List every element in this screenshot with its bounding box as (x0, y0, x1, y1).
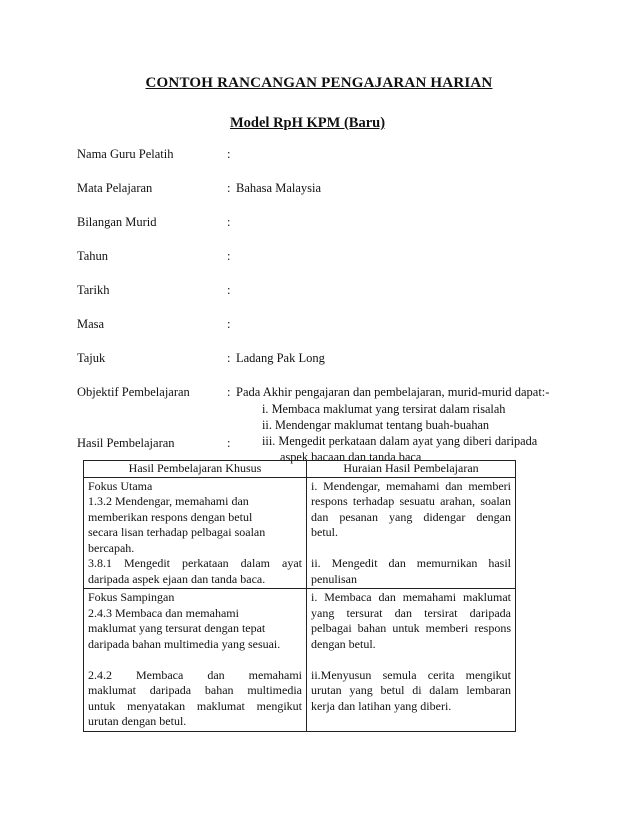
cell-line: Fokus Sampingan (88, 590, 175, 604)
cell-line: pelbagai bahan untuk memberi respons (311, 621, 511, 635)
field-value: Ladang Pak Long (236, 351, 325, 365)
cell-gap (311, 541, 511, 557)
column-header: Hasil Pembelajaran Khusus (84, 461, 307, 478)
table-row (84, 589, 516, 732)
field-colon: : (227, 249, 231, 263)
cell-gap (311, 652, 511, 668)
page-title: CONTOH RANCANGAN PENGAJARAN HARIAN (145, 75, 493, 91)
field-colon: : (227, 215, 231, 229)
field-value: Bahasa Malaysia (236, 181, 322, 195)
cell-line: 2.4.3 Membaca dan memahami (88, 605, 239, 620)
field-label: Nama Guru Pelatih (77, 147, 174, 161)
cell-line: urutan yang betul di dalam lembaran (311, 683, 511, 697)
cell-line: daripada aspek ejaan dan tanda baca. (88, 571, 266, 586)
field-label: Tahun (77, 249, 109, 263)
cell-line: secara lisan terhadap pelbagai soalan (88, 525, 266, 539)
field-colon: : (227, 317, 231, 331)
field-colon: : (227, 385, 231, 399)
field-colon: : (227, 181, 231, 195)
cell-line: 3.8.1 Mengedit perkataan dalam ayat (88, 556, 302, 570)
table-row (84, 477, 516, 589)
table-cell (84, 477, 307, 589)
field-colon: : (227, 147, 231, 161)
table-cell (307, 477, 516, 589)
table-header-row (84, 461, 516, 478)
objective-item: iii. Mengedit perkataan dalam ayat yang diberi daripada (262, 434, 538, 448)
cell-line: dengan betul. (311, 636, 376, 651)
field-label: Hasil Pembelajaran (77, 436, 175, 450)
field-colon: : (227, 351, 231, 365)
cell-line: betul. (311, 525, 338, 539)
cell-line: 2.4.2 Membaca dan memahami (88, 667, 302, 682)
cell-line: maklumat yang tersurat dengan tepat (88, 621, 266, 635)
cell-line: 1.3.2 Mendengar, memahami dan (88, 494, 249, 508)
field-label: Tajuk (77, 351, 106, 365)
field-colon: : (227, 436, 231, 450)
page-subtitle: Model RpH KPM (Baru) (230, 115, 386, 131)
cell-gap (88, 652, 302, 668)
field-label: Bilangan Murid (77, 215, 157, 229)
cell-line: yang tersurat dan tersirat daripada (311, 605, 511, 620)
cell-line: daripada bahan multimedia yang sesuai. (88, 636, 281, 651)
field-colon: : (227, 283, 231, 297)
cell-line: kerja dan latihan yang diberi. (311, 698, 452, 713)
cell-line: untuk menyatakan maklumat mengikut (88, 698, 302, 713)
field-label: Masa (77, 317, 105, 331)
column-header: Huraian Hasil Pembelajaran (307, 461, 516, 478)
field-label: Mata Pelajaran (77, 181, 153, 195)
cell-line: penulisan (311, 571, 357, 586)
cell-line: respons terhadap sesuatu arahan, soalan (311, 494, 511, 508)
cell-line: i. Mendengar, memahami dan memberi (311, 478, 511, 493)
cell-line: maklumat daripada bahan multimedia (88, 683, 302, 697)
cell-line: urutan dengan betul. (88, 714, 187, 728)
cell-line: bercapah. (88, 540, 135, 555)
field-value: Pada Akhir pengajaran dan pembelajaran, murid-murid dapat:- (236, 385, 550, 399)
table-cell (84, 589, 307, 732)
objective-item: aspek bacaan dan tanda baca (280, 450, 422, 464)
table-cell (307, 589, 516, 732)
field-label: Objektif Pembelajaran (77, 385, 190, 399)
field-label: Tarikh (77, 283, 110, 297)
cell-line: Fokus Utama (88, 478, 153, 493)
cell-line: i. Membaca dan memahami maklumat (311, 590, 511, 604)
learning-outcomes-table (83, 460, 516, 732)
objective-item: ii. Mendengar maklumat tentang buah-buahan (262, 418, 490, 432)
cell-line: ii. Mengedit dan memurnikan hasil (311, 556, 511, 570)
objective-item: i. Membaca maklumat yang tersirat dalam risalah (262, 402, 506, 416)
objectives-list (262, 401, 537, 465)
cell-line: memberikan respons dengan betul (88, 509, 253, 524)
cell-line: dan pesanan yang didengar dengan (311, 509, 511, 524)
cell-line: ii.Menyusun semula cerita mengikut (311, 667, 511, 682)
